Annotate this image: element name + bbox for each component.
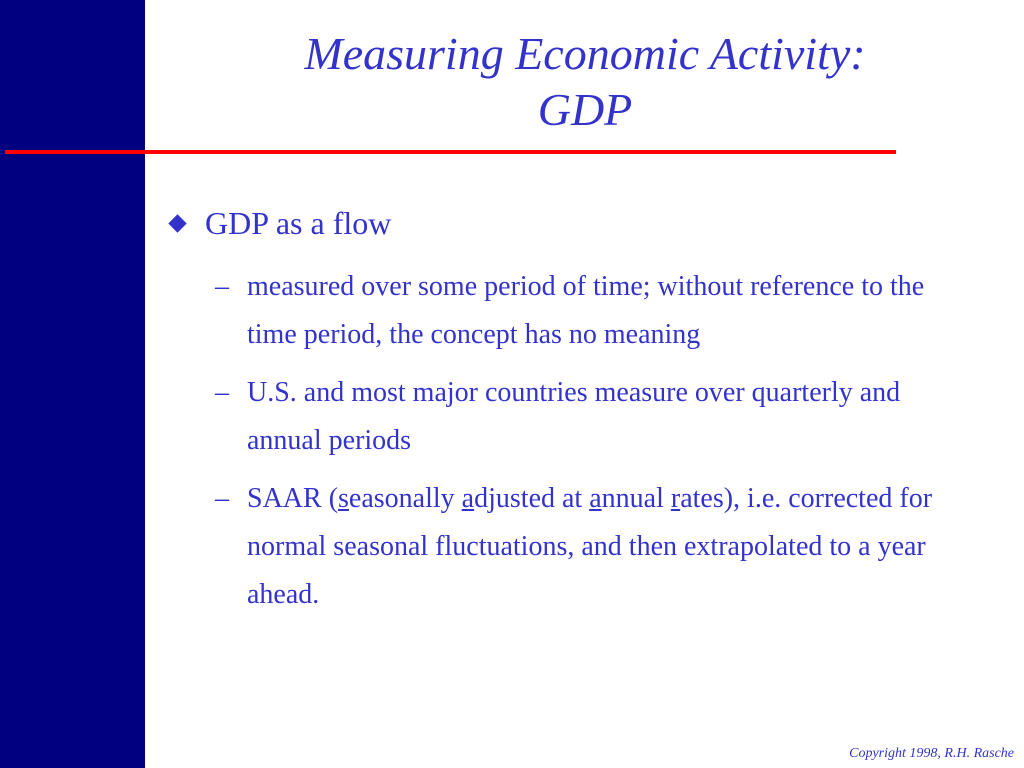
sub-bullet-text — [247, 483, 932, 610]
underlined-letter: a — [589, 483, 602, 514]
dash-marker: – — [215, 483, 229, 514]
text-part: djusted at — [474, 483, 590, 514]
sub-bullet-list — [215, 263, 975, 629]
underlined-letter: a — [461, 483, 475, 514]
diamond-icon — [168, 214, 186, 232]
text-part: ates), i.e. corrected for normal seasonal fluctuations, and then extrapolated to a year ahead. — [247, 483, 933, 610]
main-bullet-text: GDP as a flow — [205, 205, 392, 241]
underlined-letter: r — [670, 483, 681, 514]
text-part: nnual — [601, 483, 671, 514]
copyright-notice: Copyright 1998, R.H. Rasche — [849, 746, 1014, 761]
dash-marker: – — [215, 271, 229, 302]
title-line-2: GDP — [537, 84, 633, 135]
text-part: SAAR ( — [247, 483, 339, 514]
underlined-letter: s — [338, 483, 349, 514]
text-part: easonally — [348, 483, 462, 514]
sub-bullet-text: measured over some period of time; without reference to the time period, the concept has no meaning — [247, 271, 925, 350]
sub-bullet-text: U.S. and most major countries measure over quarterly and annual periods — [247, 377, 901, 456]
main-bullet — [168, 203, 391, 243]
dash-marker: – — [215, 377, 229, 408]
sub-bullet-item — [215, 369, 975, 465]
left-sidebar-bar — [0, 0, 145, 768]
slide-title — [190, 26, 980, 138]
sub-bullet-item — [215, 263, 975, 359]
title-line-1: Measuring Economic Activity: — [304, 28, 866, 79]
title-underline-rule — [5, 150, 896, 154]
sub-bullet-item — [215, 475, 975, 619]
